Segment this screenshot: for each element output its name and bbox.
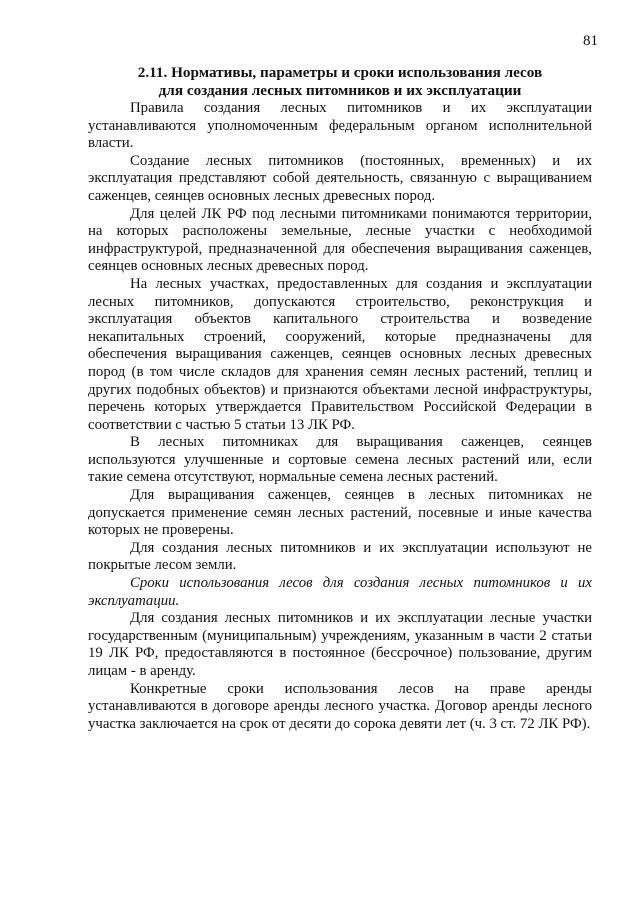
paragraph: Правила создания лесных питомников и их эксплуатации устанавливаются уполномоченным федеральным органом исполнительной власти. <box>88 100 592 152</box>
paragraph: Конкретные сроки использования лесов на праве аренды устанавливаются в договоре аренды лесного участка. Договор аренды лесного участка заключается на срок от десяти до сорока девяти лет (ч. 3 ст. 72 ЛК РФ). <box>88 680 592 732</box>
paragraph: Для целей ЛК РФ под лесными питомниками понимаются территории, на которых расположены земельные, лесные участки с необходимой инфраструктурой, предназначенной для обеспечения выращивания саженцев, сеянцев основных лесных древесных пород. <box>88 205 592 275</box>
document-body <box>88 100 592 733</box>
page-number: 81 <box>583 33 598 49</box>
section-heading-line-2: для создания лесных питомников и их эксплуатации <box>158 82 522 99</box>
paragraph: На лесных участках, предоставленных для создания и эксплуатации лесных питомников, допускаются строительство, реконструкция и эксплуатация объектов капитального строительства и возведение некапитальных строений, сооружений, которые предназначены для обеспечения выращивания саженцев, сеянцев основных лесных древесных пород (в том числе складов для хранения семян лесных растений, теплиц и других подобных объектов) и признаются объектами лесной инфраструктуры, перечень которых утверждается Правительством Российской Федерации в соответствии с частью 5 статьи 13 ЛК РФ. <box>88 275 592 433</box>
paragraph: Для выращивания саженцев, сеянцев в лесных питомниках не допускается применение семян лесных растений, посевные и иные качества которых не проверены. <box>88 487 592 539</box>
paragraph: В лесных питомниках для выращивания саженцев, сеянцев используются улучшенные и сортовые семена лесных растений или, если такие семена отсутствуют, нормальные семена лесных растений. <box>88 434 592 486</box>
paragraph: Для создания лесных питомников и их эксплуатации используют не покрытые лесом земли. <box>88 539 592 574</box>
paragraph: Для создания лесных питомников и их эксплуатации лесные участки государственным (муниципальным) учреждениям, указанным в части 2 статьи 19 ЛК РФ, предоставляются в постоянное (бессрочное) пользование, другим лицам - в аренду. <box>88 610 592 679</box>
paragraph: Создание лесных питомников (постоянных, временных) и их эксплуатация представляют собой деятельность, связанную с выращиванием саженцев, сеянцев основных лесных древесных пород. <box>88 152 592 204</box>
section-heading-line-1: 2.11. Нормативы, параметры и сроки использования лесов <box>137 64 543 81</box>
section-heading <box>88 64 592 100</box>
subsection-title: Сроки использования лесов для создания лесных питомников и их эксплуатации. <box>88 575 592 609</box>
